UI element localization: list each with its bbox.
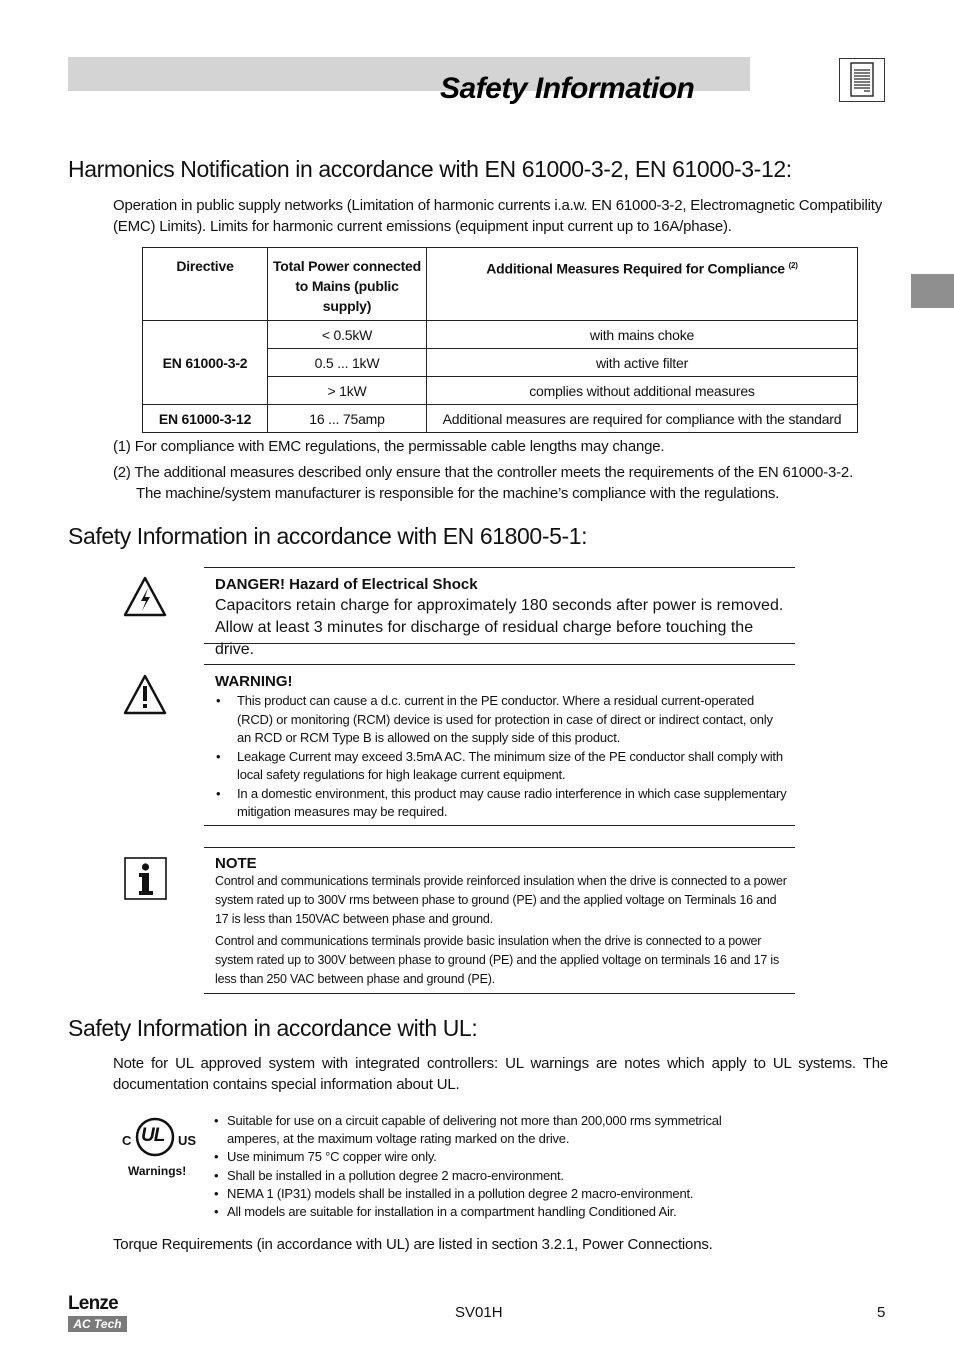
- harmonics-intro: Operation in public supply networks (Limitation of harmonic currents i.a.w. EN 61000-3-2, Electromagnetic Compatibility (EMC) Limits). Limits for harmonic current emissions (equipment input current up to 16A/phase).: [113, 197, 883, 235]
- footnote-1: (1) For compliance with EMC regulations, the permissable cable lengths may change.: [113, 438, 665, 455]
- note-title: NOTE: [215, 855, 257, 872]
- ul-logo-c: C: [122, 1133, 132, 1148]
- list-item: • This product can cause a d.c. current in the PE conductor. Where a residual current-operated (RCD) or monitoring (RCM) device is used for protection in case of direct or indirect contact, only an RCD or RCM Type B is allowed on the supply side of this product.: [237, 692, 787, 748]
- page-title: Safety Information: [440, 72, 695, 105]
- lenze-logo: Lenze: [68, 1293, 118, 1314]
- header-measures: Additional Measures Required for Compliance $^{(2)}$: [427, 248, 858, 321]
- measure-cell: with active filter: [427, 349, 858, 377]
- table-row: [143, 321, 858, 349]
- list-item: • Suitable for use on a circuit capable of delivering not more than 200,000 rms symmetrical: [214, 1112, 722, 1130]
- note-paragraph-2: Control and communications terminals provide basic insulation when the drive is connected to a power system rated up to 300V between phase to ground (PE) and the applied voltage on terminals 16 and 17 is less than 250 VAC between phase and ground (PE).: [215, 934, 780, 986]
- harmonics-table: [142, 247, 858, 433]
- list-item: • NEMA 1 (IP31) models shall be installed in a pollution degree 2 macro-environment.: [214, 1185, 722, 1203]
- ul-intro: Note for UL approved system with integrated controllers: UL warnings are notes which apply to UL systems. The documentation contains special information about UL.: [113, 1055, 888, 1093]
- list-item: • Use minimum 75 °C copper wire only.: [214, 1148, 722, 1166]
- ul-heading: Safety Information in accordance with UL:: [68, 1015, 478, 1041]
- directive-cell: EN 61000-3-2: [143, 321, 268, 405]
- ul-logo-us: US: [178, 1133, 197, 1148]
- document-code: SV01H: [455, 1304, 503, 1321]
- harmonics-heading: Harmonics Notification in accordance with EN 61000-3-2, EN 61000-3-12:: [68, 156, 792, 182]
- ul-logo-mark: UL: [141, 1125, 165, 1146]
- power-cell: 16 ... 75amp: [268, 405, 427, 433]
- measure-cell: Additional measures are required for compliance with the standard: [427, 405, 858, 433]
- list-item: • Shall be installed in a pollution degree 2 macro-environment.: [214, 1167, 722, 1185]
- note-box: [204, 847, 795, 994]
- ul-warnings-label: Warnings!: [128, 1164, 187, 1178]
- ul-requirements-list: [214, 1112, 722, 1221]
- page-number: 5: [877, 1304, 886, 1321]
- footnote-2-line-1: (2) The additional measures described only ensure that the controller meets the requirements of the EN 61000-3-2.: [113, 464, 854, 481]
- table-header-row: [143, 248, 858, 321]
- measure-cell: complies without additional measures: [427, 377, 858, 405]
- list-item-continuation: amperes, at the maximum voltage rating marked on the drive.: [227, 1131, 570, 1147]
- directive-cell: EN 61000-3-12: [143, 405, 268, 433]
- actech-logo: AC Tech: [68, 1316, 127, 1332]
- warning-list: [204, 692, 795, 822]
- danger-title: DANGER! Hazard of Electrical Shock: [215, 576, 478, 593]
- warning-box: [204, 664, 795, 826]
- header-total-power: Total Power connected to Mains (public supply): [268, 248, 427, 321]
- power-cell: > 1kW: [268, 377, 427, 405]
- en61800-heading: Safety Information in accordance with EN 61800-5-1:: [68, 523, 588, 549]
- list-item: • Leakage Current may exceed 3.5mA AC. The minimum size of the PE conductor shall comply with local safety regulations for high leakage current equipment.: [237, 748, 787, 785]
- header-directive: Directive: [143, 248, 268, 321]
- table-row: [143, 405, 858, 433]
- ul-logo-icon: [120, 1116, 200, 1156]
- list-item: • In a domestic environment, this product may cause radio interference in which case supplementary mitigation measures may be required.: [237, 785, 787, 822]
- chapter-tab: [911, 274, 954, 308]
- warning-title: WARNING!: [215, 673, 293, 690]
- document-icon: [839, 58, 885, 102]
- danger-text: Capacitors retain charge for approximately 180 seconds after power is removed. Allow at least 3 minutes for discharge of residual charge before touching the drive.: [215, 597, 784, 658]
- danger-box: [204, 567, 795, 658]
- list-item: • All models are suitable for installation in a compartment handling Conditioned Air.: [214, 1203, 722, 1221]
- note-paragraph-1: Control and communications terminals provide reinforced insulation when the drive is connected to a power system rated up to 300V rms between phase to ground (PE) and the applied voltage on Terminals 16 and 17 is less than 150VAC between phase and ground.: [215, 874, 787, 926]
- torque-note: Torque Requirements (in accordance with UL) are listed in section 3.2.1, Power Connections.: [113, 1236, 713, 1253]
- footnote-2-line-2: The machine/system manufacturer is responsible for the machine’s compliance with the regulations.: [136, 485, 780, 502]
- info-icon: [124, 857, 168, 906]
- power-cell: 0.5 ... 1kW: [268, 349, 427, 377]
- warning-icon: [122, 673, 168, 722]
- electrical-hazard-icon: [122, 575, 168, 624]
- power-cell: < 0.5kW: [268, 321, 427, 349]
- measure-cell: with mains choke: [427, 321, 858, 349]
